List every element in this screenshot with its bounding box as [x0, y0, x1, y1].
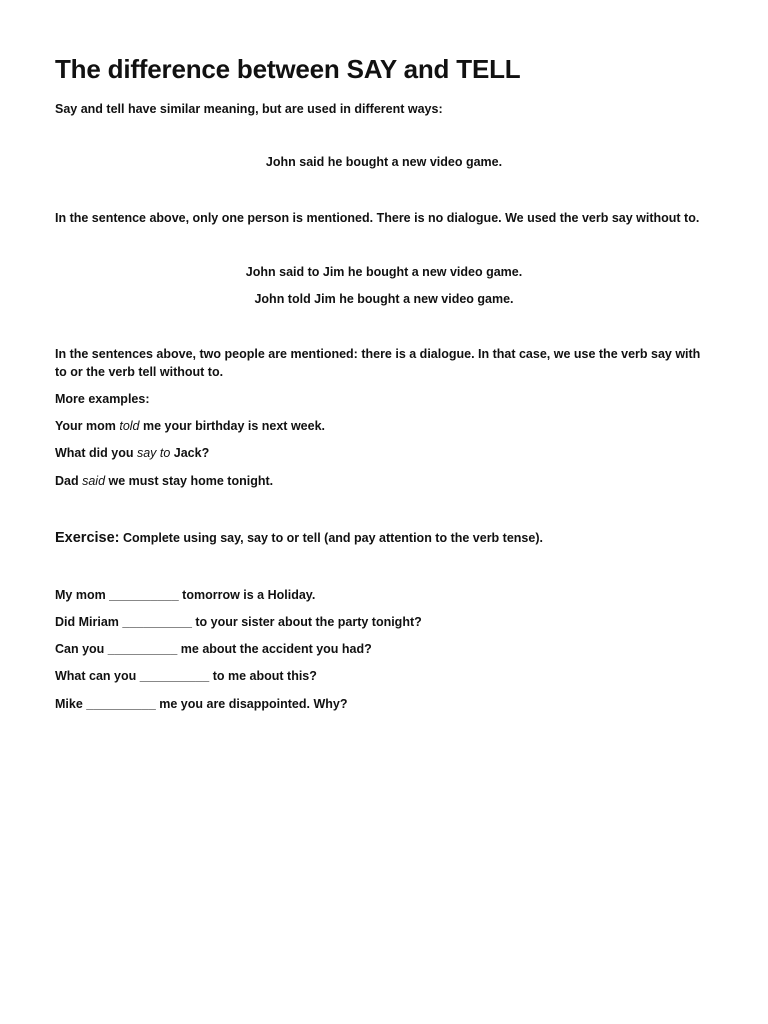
more-example-1-before: Your mom — [55, 419, 120, 433]
exercise-instruction: Complete using say, say to or tell (and pay attention to the verb tense). — [119, 531, 543, 545]
exercise-item-4: What can you __________ to me about this? — [55, 669, 317, 683]
more-example-2-verb: say to — [136, 446, 171, 460]
more-example-2 — [55, 444, 209, 462]
exercise-item-1: My mom __________ tomorrow is a Holiday. — [55, 588, 316, 602]
page-title: The difference between SAY and TELL — [55, 54, 521, 84]
more-example-3-verb: said — [82, 474, 106, 488]
more-example-1-verb: told — [119, 419, 140, 433]
exercise-item-5: Mike __________ me you are disappointed. Why? — [55, 697, 348, 711]
more-example-1 — [55, 417, 325, 435]
exercise-item-3: Can you __________ me about the accident you had? — [55, 642, 372, 656]
example-sentence-1: John said he bought a new video game. — [265, 155, 503, 169]
more-example-2-after: Jack? — [170, 446, 210, 460]
more-example-3 — [55, 472, 273, 490]
more-example-2-before: What did you — [55, 446, 137, 460]
explanation-paragraph-1: In the sentence above, only one person is mentioned. There is no dialogue. We used the verb say without to. — [55, 211, 700, 225]
intro-text: Say and tell have similar meaning, but are used in different ways: — [55, 102, 443, 116]
exercise-heading — [55, 529, 543, 547]
more-example-1-after: me your birthday is next week. — [139, 419, 325, 433]
example-sentence-2: John said to Jim he bought a new video game. — [245, 265, 523, 279]
exercise-label: Exercise: — [55, 530, 120, 546]
more-example-3-after: we must stay home tonight. — [105, 474, 274, 488]
example-sentence-3: John told Jim he bought a new video game. — [254, 292, 514, 306]
explanation-paragraph-2: In the sentences above, two people are mentioned: there is a dialogue. In that case, we use the verb say with to or the verb tell without to. — [55, 347, 701, 379]
more-examples-heading: More examples: — [55, 392, 150, 406]
exercise-item-2: Did Miriam __________ to your sister about the party tonight? — [55, 615, 422, 629]
more-example-3-before: Dad — [55, 474, 83, 488]
